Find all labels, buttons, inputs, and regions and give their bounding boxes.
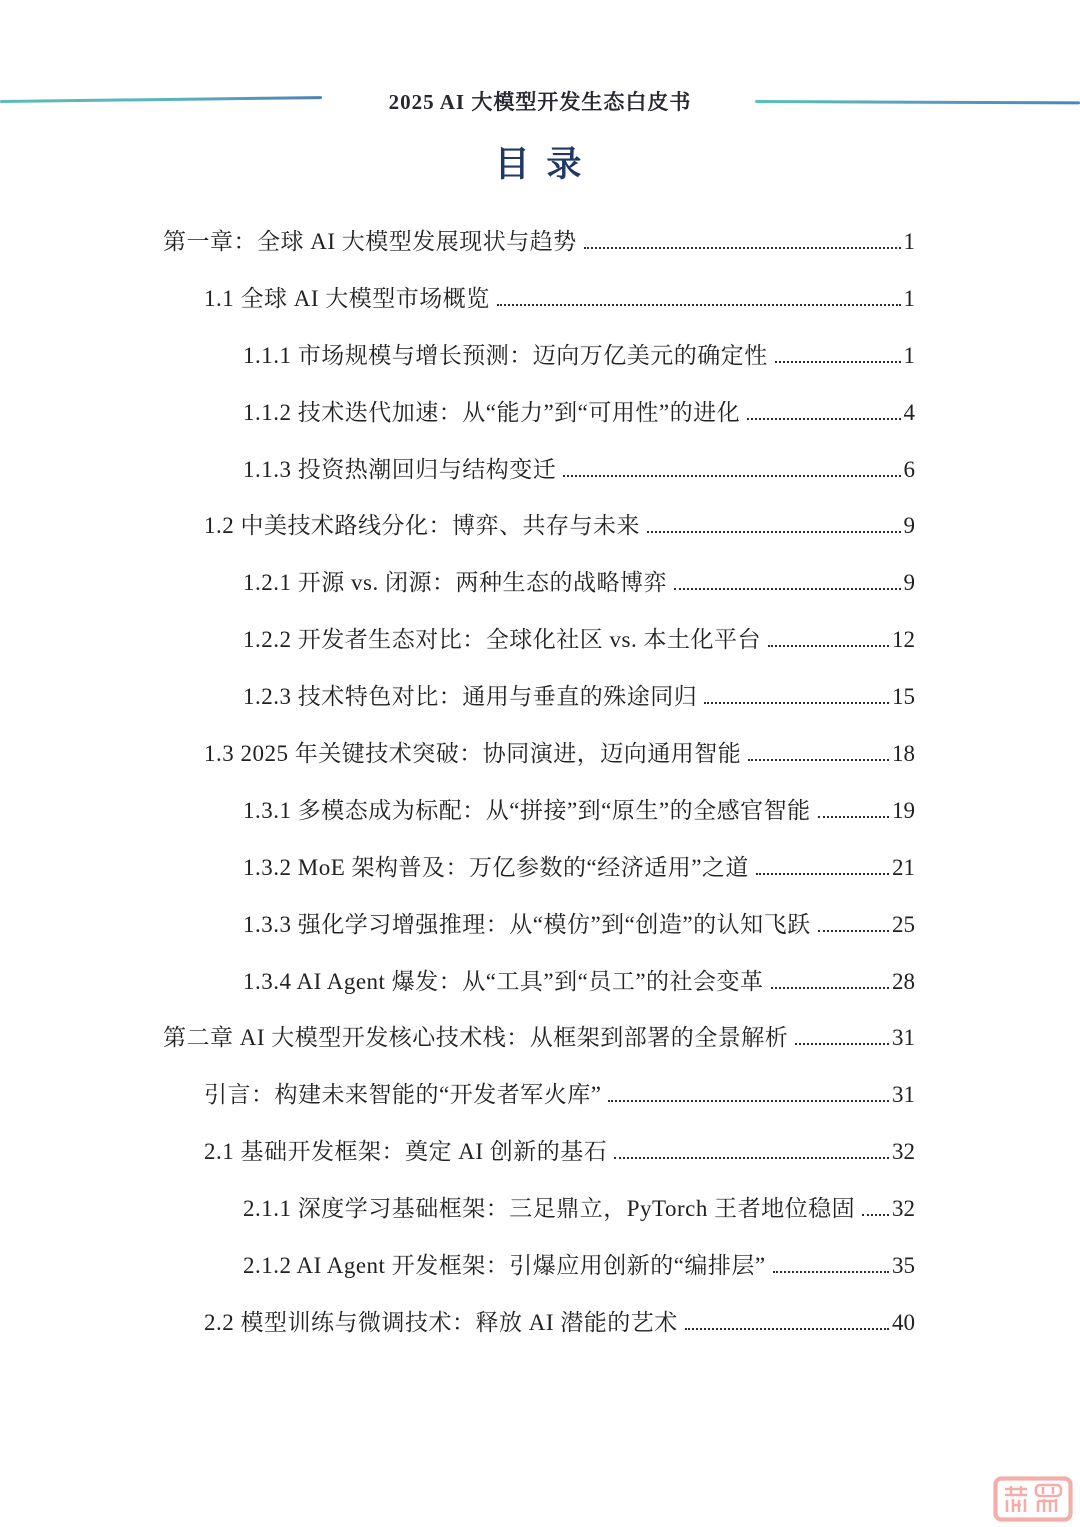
toc-leader-dots (584, 247, 901, 249)
toc-entry[interactable] (163, 626, 915, 683)
toc-leader-dots (818, 930, 889, 932)
toc-entry-label: 2.1.2 AI Agent 开发框架：引爆应用创新的“编排层” (243, 1253, 766, 1279)
toc-entry[interactable] (163, 740, 915, 797)
toc-leader-dots (748, 759, 889, 761)
toc-entry-label: 1.1 全球 AI 大模型市场概览 (204, 285, 490, 311)
toc-entry-label: 第二章 AI 大模型开发核心技术栈：从框架到部署的全景解析 (163, 1025, 789, 1051)
toc-entry[interactable] (163, 228, 915, 285)
toc-leader-dots (563, 475, 900, 477)
toc-leader-dots (771, 987, 889, 989)
toc-entry-label: 1.3.4 AI Agent 爆发：从“工具”到“员工”的社会变革 (243, 968, 764, 994)
toc-entry-page-number: 9 (903, 570, 915, 596)
toc-entry[interactable] (163, 285, 915, 342)
toc-entry-page-number: 28 (892, 968, 915, 994)
toc-entry-label: 1.3 2025 年关键技术突破：协同演进，迈向通用智能 (204, 741, 742, 767)
toc-entry-label: 2.1 基础开发框架：奠定 AI 创新的基石 (204, 1139, 608, 1165)
toc-entry-label: 1.1.1 市场规模与增长预测：迈向万亿美元的确定性 (243, 342, 768, 368)
toc-entry[interactable] (163, 911, 915, 968)
toc-leader-dots (768, 645, 889, 647)
toc-entry-label: 1.3.3 强化学习增强推理：从“模仿”到“创造”的认知飞跃 (243, 911, 811, 937)
toc-entry-label: 1.1.2 技术迭代加速：从“能力”到“可用性”的进化 (243, 399, 741, 425)
toc-entry[interactable] (163, 1252, 915, 1309)
toc-leader-dots (862, 1214, 889, 1216)
toc-title: 目 录 (494, 145, 586, 184)
toc-entry-page-number: 19 (892, 797, 915, 823)
toc-list (163, 228, 915, 1366)
toc-entry-page-number: 35 (892, 1253, 915, 1279)
toc-entry-page-number: 1 (903, 342, 915, 368)
toc-entry-page-number: 31 (892, 1025, 915, 1051)
toc-entry-label: 1.1.3 投资热潮回归与结构变迁 (243, 456, 557, 482)
toc-entry-page-number: 1 (903, 229, 915, 254)
toc-entry-page-number: 21 (892, 854, 915, 880)
toc-entry-page-number: 32 (892, 1196, 915, 1222)
toc-entry[interactable] (163, 569, 915, 626)
toc-leader-dots (674, 588, 901, 590)
toc-entry[interactable] (163, 456, 915, 513)
toc-leader-dots (756, 873, 889, 875)
toc-entry[interactable] (163, 342, 915, 399)
toc-entry-label: 1.2.2 开发者生态对比：全球化社区 vs. 本土化平台 (243, 627, 761, 653)
toc-leader-dots (773, 1271, 889, 1273)
toc-entry-page-number: 12 (892, 627, 915, 653)
toc-entry-label: 第一章：全球 AI 大模型发展现状与趋势 (163, 229, 577, 254)
toc-entry[interactable] (163, 1081, 915, 1138)
toc-entry-label: 1.2 中美技术路线分化：博弈、共存与未来 (204, 513, 640, 539)
toc-entry[interactable] (163, 399, 915, 456)
publisher-seal-icon (993, 1476, 1073, 1522)
toc-entry[interactable] (163, 1309, 915, 1366)
toc-leader-dots (497, 304, 901, 306)
toc-entry-page-number: 1 (903, 285, 915, 311)
toc-entry[interactable] (163, 1024, 915, 1081)
toc-leader-dots (747, 418, 900, 420)
toc-entry-label: 2.1.1 深度学习基础框架：三足鼎立，PyTorch 王者地位稳固 (243, 1196, 856, 1222)
toc-entry-page-number: 40 (892, 1309, 915, 1335)
toc-entry-label: 1.3.2 MoE 架构普及：万亿参数的“经济适用”之道 (243, 854, 749, 880)
toc-leader-dots (704, 702, 889, 704)
toc-entry-page-number: 31 (892, 1082, 915, 1108)
toc-entry[interactable] (163, 683, 915, 740)
toc-entry-label: 2.2 模型训练与微调技术：释放 AI 潜能的艺术 (204, 1309, 678, 1335)
toc-leader-dots (685, 1328, 889, 1330)
toc-entry-label: 1.2.3 技术特色对比：通用与垂直的殊途同归 (243, 684, 698, 710)
toc-leader-dots (614, 1157, 889, 1159)
toc-entry-page-number: 32 (892, 1139, 915, 1165)
toc-entry-page-number: 15 (892, 684, 915, 710)
document-title: 2025 AI 大模型开发生态白皮书 (388, 90, 692, 114)
toc-entry-page-number: 25 (892, 911, 915, 937)
toc-entry[interactable] (163, 968, 915, 1025)
toc-entry[interactable] (163, 854, 915, 911)
toc-leader-dots (795, 1043, 889, 1045)
toc-entry-page-number: 9 (903, 513, 915, 539)
toc-entry-label: 引言：构建未来智能的“开发者军火库” (204, 1082, 602, 1108)
toc-entry[interactable] (163, 797, 915, 854)
toc-entry-page-number: 6 (903, 456, 915, 482)
toc-leader-dots (647, 531, 901, 533)
toc-entry-label: 1.2.1 开源 vs. 闭源：两种生态的战略博弈 (243, 570, 667, 596)
toc-leader-dots (818, 816, 889, 818)
toc-entry-page-number: 4 (903, 399, 915, 425)
page-header (0, 0, 1080, 130)
toc-leader-dots (608, 1100, 889, 1102)
toc-entry[interactable] (163, 512, 915, 569)
toc-leader-dots (775, 361, 901, 363)
toc-entry[interactable] (163, 1195, 915, 1252)
toc-entry-page-number: 18 (892, 741, 915, 767)
toc-entry[interactable] (163, 1138, 915, 1195)
toc-entry-label: 1.3.1 多模态成为标配：从“拼接”到“原生”的全感官智能 (243, 797, 811, 823)
